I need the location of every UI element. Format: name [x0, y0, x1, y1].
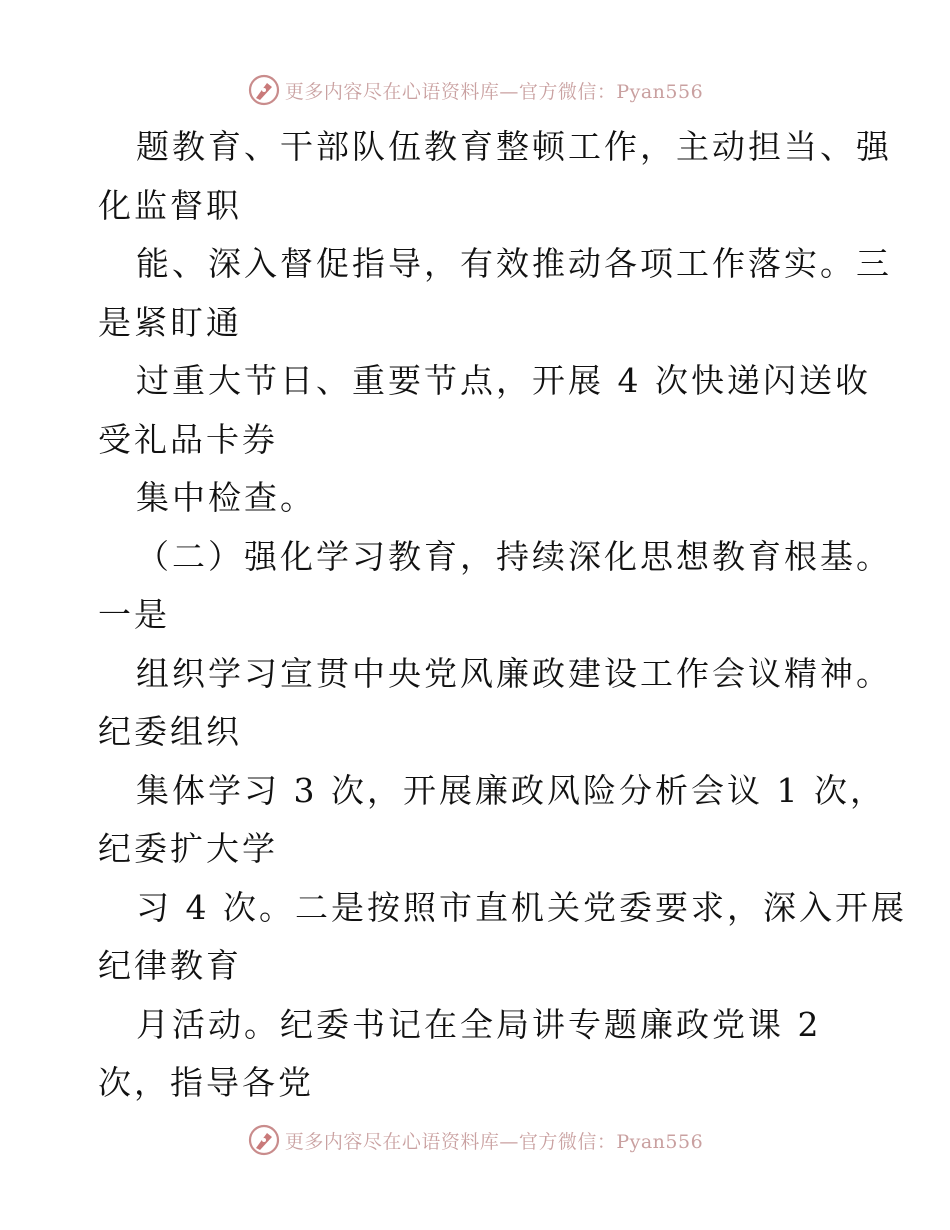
section-heading: （二）强化学习教育，持续深化思想教育根基。: [136, 536, 892, 576]
text-line: 是紧盯通: [98, 302, 242, 342]
header-watermark: [0, 70, 950, 110]
text-line: 题教育、干部队伍教育整顿工作，主动担当、强: [136, 127, 892, 166]
text-line: 纪委扩大学: [98, 829, 278, 868]
text-line: 集体学习 3 次，开展廉政风险分析会议 1 次，: [136, 770, 886, 810]
text-line: 集中检查。: [136, 478, 316, 517]
pen-nib-circle-icon: [247, 1123, 281, 1157]
text-line: 纪律教育: [98, 946, 242, 985]
text-line: 受礼品卡券: [98, 419, 278, 459]
text-line: 一是: [98, 595, 170, 634]
text-line: 能、深入督促指导，有效推动各项工作落实。三: [136, 244, 892, 283]
text-line: 组织学习宣贯中央党风廉政建设工作会议精神。: [136, 653, 892, 693]
footer-watermark: [0, 1120, 950, 1160]
pen-nib-circle-icon: [247, 73, 281, 107]
text-line: 化监督职: [98, 185, 242, 225]
document-body: [98, 118, 907, 1113]
text-line: 月活动。纪委书记在全局讲专题廉政党课 2: [136, 1004, 822, 1044]
text-line: 次，指导各党: [98, 1063, 314, 1102]
text-line: 过重大节日、重要节点，开展 4 次快递闪送收: [136, 361, 871, 400]
watermark-text: 更多内容尽在心语资料库—官方微信：Pyan556: [284, 1130, 704, 1153]
watermark-text: 更多内容尽在心语资料库—官方微信：Pyan556: [284, 80, 704, 103]
text-line: 习 4 次。二是按照市直机关党委要求，深入开展: [136, 887, 907, 927]
text-line: 纪委组织: [98, 712, 242, 751]
